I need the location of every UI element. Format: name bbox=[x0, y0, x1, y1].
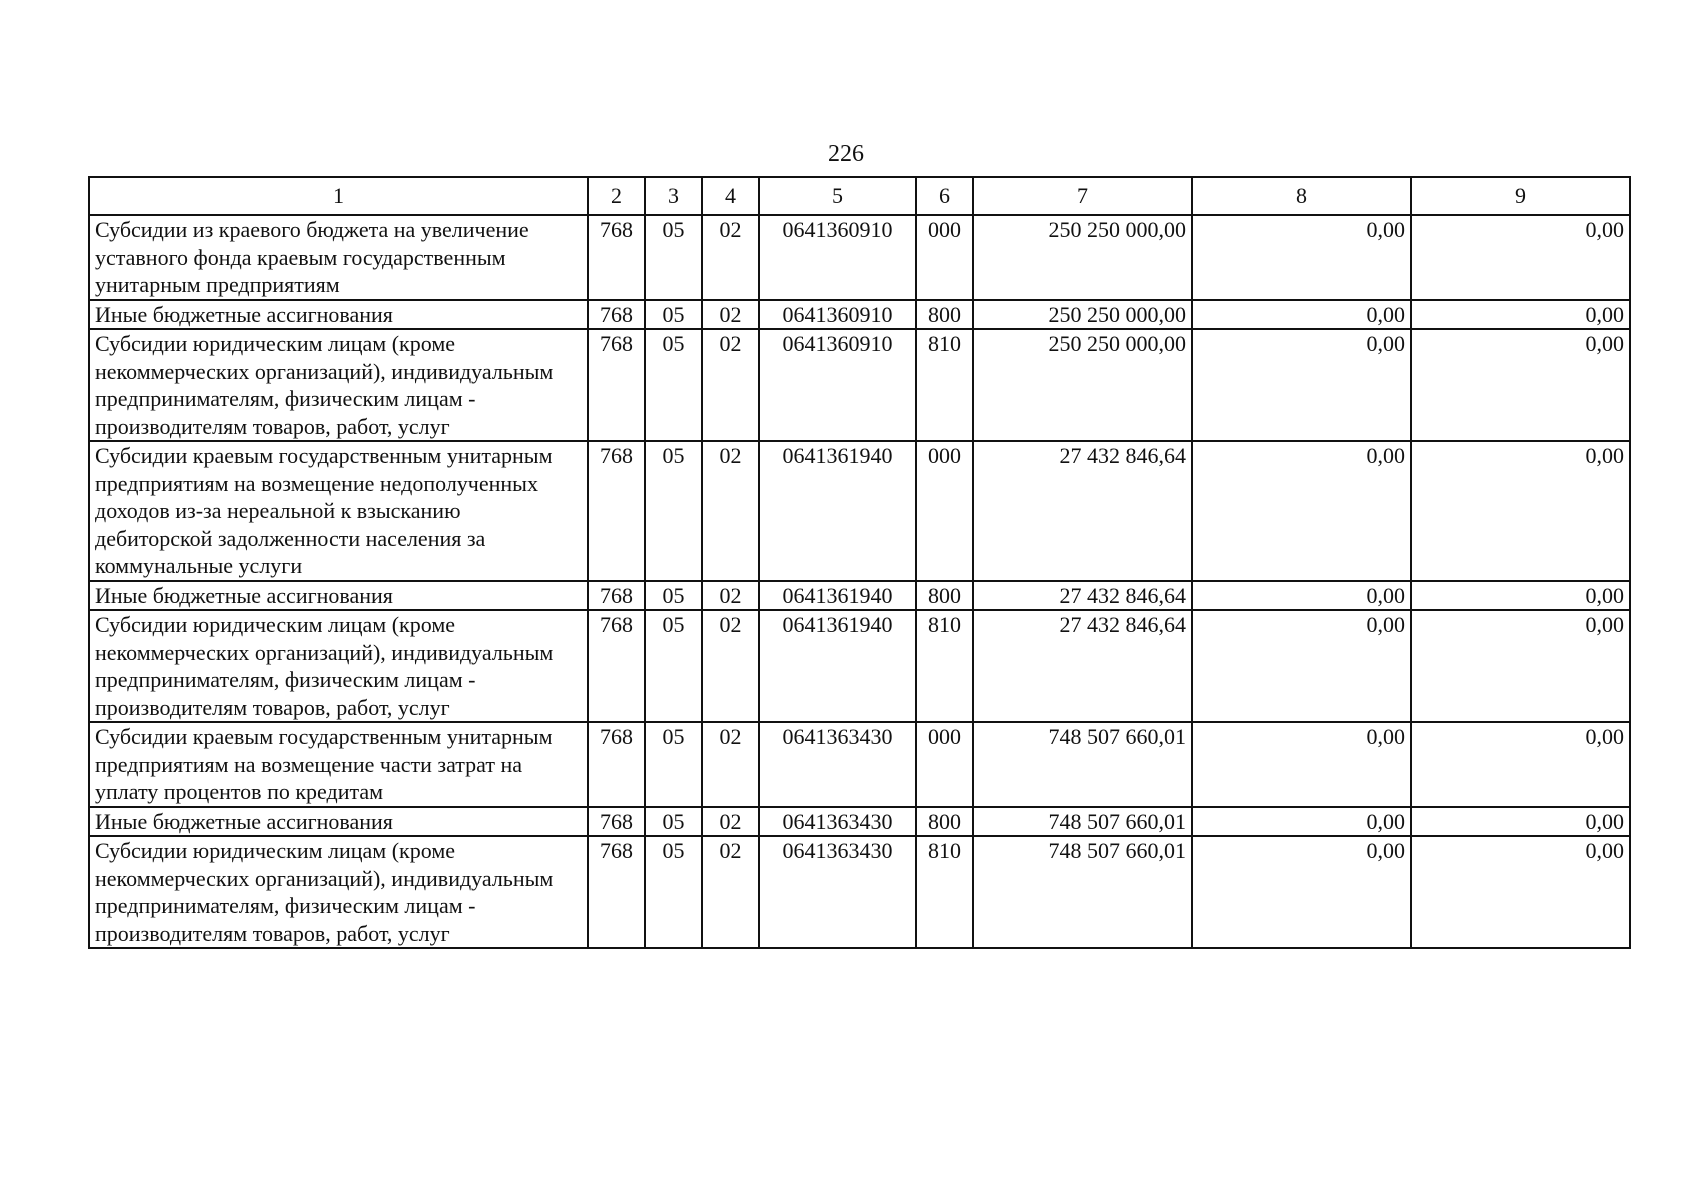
amount-col8: 0,00 bbox=[1192, 329, 1411, 441]
subsection-code: 02 bbox=[702, 300, 759, 330]
table-row bbox=[89, 215, 1630, 300]
target-article-code: 0641361940 bbox=[759, 610, 916, 722]
amount-col8: 0,00 bbox=[1192, 441, 1411, 581]
col-header-6: 6 bbox=[916, 177, 973, 215]
ministry-code: 768 bbox=[588, 610, 645, 722]
expense-type-code: 000 bbox=[916, 722, 973, 807]
table-row bbox=[89, 300, 1630, 330]
amount-col7: 748 507 660,01 bbox=[973, 836, 1192, 948]
amount-col7: 27 432 846,64 bbox=[973, 581, 1192, 611]
section-code: 05 bbox=[645, 300, 702, 330]
col-header-9: 9 bbox=[1411, 177, 1630, 215]
amount-col9: 0,00 bbox=[1411, 300, 1630, 330]
row-name: Субсидии юридическим лицам (кроме некоммерческих организаций), индивидуальным предпринимателям, физическим лицам - производителям товаров, работ, услуг bbox=[89, 836, 588, 948]
ministry-code: 768 bbox=[588, 215, 645, 300]
target-article-code: 0641363430 bbox=[759, 836, 916, 948]
amount-col9: 0,00 bbox=[1411, 581, 1630, 611]
subsection-code: 02 bbox=[702, 836, 759, 948]
subsection-code: 02 bbox=[702, 807, 759, 837]
ministry-code: 768 bbox=[588, 836, 645, 948]
amount-col7: 250 250 000,00 bbox=[973, 329, 1192, 441]
ministry-code: 768 bbox=[588, 329, 645, 441]
amount-col9: 0,00 bbox=[1411, 215, 1630, 300]
section-code: 05 bbox=[645, 836, 702, 948]
amount-col9: 0,00 bbox=[1411, 441, 1630, 581]
subsection-code: 02 bbox=[702, 722, 759, 807]
amount-col8: 0,00 bbox=[1192, 836, 1411, 948]
subsection-code: 02 bbox=[702, 610, 759, 722]
amount-col9: 0,00 bbox=[1411, 807, 1630, 837]
section-code: 05 bbox=[645, 610, 702, 722]
expense-type-code: 000 bbox=[916, 441, 973, 581]
target-article-code: 0641360910 bbox=[759, 215, 916, 300]
ministry-code: 768 bbox=[588, 807, 645, 837]
subsection-code: 02 bbox=[702, 329, 759, 441]
amount-col9: 0,00 bbox=[1411, 610, 1630, 722]
table-row bbox=[89, 836, 1630, 948]
amount-col7: 748 507 660,01 bbox=[973, 722, 1192, 807]
col-header-1: 1 bbox=[89, 177, 588, 215]
ministry-code: 768 bbox=[588, 441, 645, 581]
page-number: 226 bbox=[828, 141, 864, 167]
row-name: Субсидии краевым государственным унитарным предприятиям на возмещение недополученных доходов из-за нереальной к взысканию дебиторской задолженности населения за коммунальные услуги bbox=[89, 441, 588, 581]
ministry-code: 768 bbox=[588, 300, 645, 330]
section-code: 05 bbox=[645, 329, 702, 441]
amount-col8: 0,00 bbox=[1192, 807, 1411, 837]
amount-col8: 0,00 bbox=[1192, 722, 1411, 807]
target-article-code: 0641361940 bbox=[759, 441, 916, 581]
col-header-3: 3 bbox=[645, 177, 702, 215]
section-code: 05 bbox=[645, 581, 702, 611]
row-name: Субсидии юридическим лицам (кроме некоммерческих организаций), индивидуальным предпринимателям, физическим лицам - производителям товаров, работ, услуг bbox=[89, 610, 588, 722]
subsection-code: 02 bbox=[702, 441, 759, 581]
ministry-code: 768 bbox=[588, 581, 645, 611]
subsection-code: 02 bbox=[702, 215, 759, 300]
amount-col7: 250 250 000,00 bbox=[973, 300, 1192, 330]
table-row bbox=[89, 329, 1630, 441]
amount-col7: 748 507 660,01 bbox=[973, 807, 1192, 837]
target-article-code: 0641360910 bbox=[759, 300, 916, 330]
target-article-code: 0641363430 bbox=[759, 722, 916, 807]
amount-col7: 250 250 000,00 bbox=[973, 215, 1192, 300]
row-name: Субсидии краевым государственным унитарным предприятиям на возмещение части затрат на уплату процентов по кредитам bbox=[89, 722, 588, 807]
amount-col9: 0,00 bbox=[1411, 722, 1630, 807]
amount-col9: 0,00 bbox=[1411, 836, 1630, 948]
row-name: Субсидии юридическим лицам (кроме некоммерческих организаций), индивидуальным предпринимателям, физическим лицам - производителям товаров, работ, услуг bbox=[89, 329, 588, 441]
expense-type-code: 800 bbox=[916, 807, 973, 837]
section-code: 05 bbox=[645, 807, 702, 837]
table-row bbox=[89, 807, 1630, 837]
col-header-5: 5 bbox=[759, 177, 916, 215]
target-article-code: 0641361940 bbox=[759, 581, 916, 611]
section-code: 05 bbox=[645, 441, 702, 581]
section-code: 05 bbox=[645, 722, 702, 807]
amount-col8: 0,00 bbox=[1192, 215, 1411, 300]
table-row bbox=[89, 441, 1630, 581]
row-name: Субсидии из краевого бюджета на увеличение уставного фонда краевым государственным унитарным предприятиям bbox=[89, 215, 588, 300]
row-name: Иные бюджетные ассигнования bbox=[89, 807, 588, 837]
ministry-code: 768 bbox=[588, 722, 645, 807]
amount-col9: 0,00 bbox=[1411, 329, 1630, 441]
amount-col7: 27 432 846,64 bbox=[973, 441, 1192, 581]
target-article-code: 0641363430 bbox=[759, 807, 916, 837]
amount-col7: 27 432 846,64 bbox=[973, 610, 1192, 722]
col-header-2: 2 bbox=[588, 177, 645, 215]
subsection-code: 02 bbox=[702, 581, 759, 611]
amount-col8: 0,00 bbox=[1192, 581, 1411, 611]
section-code: 05 bbox=[645, 215, 702, 300]
expense-type-code: 810 bbox=[916, 329, 973, 441]
table-body bbox=[89, 215, 1630, 948]
col-header-8: 8 bbox=[1192, 177, 1411, 215]
expense-type-code: 810 bbox=[916, 610, 973, 722]
col-header-7: 7 bbox=[973, 177, 1192, 215]
amount-col8: 0,00 bbox=[1192, 300, 1411, 330]
row-name: Иные бюджетные ассигнования bbox=[89, 300, 588, 330]
expense-type-code: 800 bbox=[916, 300, 973, 330]
expense-type-code: 810 bbox=[916, 836, 973, 948]
row-name: Иные бюджетные ассигнования bbox=[89, 581, 588, 611]
target-article-code: 0641360910 bbox=[759, 329, 916, 441]
expense-type-code: 800 bbox=[916, 581, 973, 611]
budget-table bbox=[88, 176, 1631, 949]
table-row bbox=[89, 610, 1630, 722]
table-row bbox=[89, 581, 1630, 611]
col-header-4: 4 bbox=[702, 177, 759, 215]
expense-type-code: 000 bbox=[916, 215, 973, 300]
amount-col8: 0,00 bbox=[1192, 610, 1411, 722]
table-row bbox=[89, 722, 1630, 807]
header-row bbox=[89, 177, 1630, 215]
